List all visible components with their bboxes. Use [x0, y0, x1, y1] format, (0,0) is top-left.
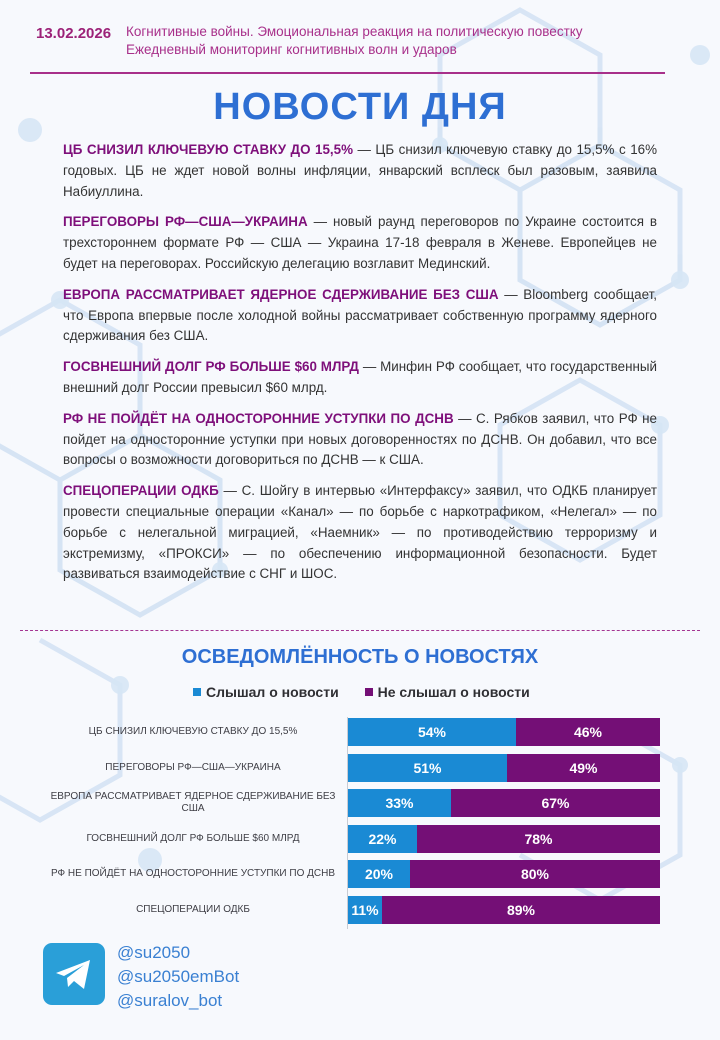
- telegram-handles: [117, 941, 239, 1013]
- bar-value-label: 78%: [524, 831, 553, 847]
- news-headline: ГОСВНЕШНИЙ ДОЛГ РФ БОЛЬШЕ $60 МЛРД: [63, 359, 359, 375]
- subtitle-line-2: Ежедневный мониторинг когнитивных волн и ударов: [126, 42, 457, 57]
- page-title: НОВОСТИ ДНЯ: [213, 86, 507, 128]
- news-text: — Минфин РФ сообщает, что государственный внешний долг России превысил $60 млрд.: [63, 359, 657, 395]
- category-label: ГОСВНЕШНИЙ ДОЛГ РФ БОЛЬШЕ $60 МЛРД: [86, 833, 300, 844]
- bar-value-label: 22%: [368, 831, 397, 847]
- bar-value-label: 49%: [569, 760, 598, 776]
- telegram-logo: [43, 943, 105, 1005]
- category-label: ЦБ СНИЗИЛ КЛЮЧЕВУЮ СТАВКУ ДО 15,5%: [88, 726, 298, 737]
- news-headline: ЦБ СНИЗИЛ КЛЮЧЕВУЮ СТАВКУ ДО 15,5%: [63, 142, 353, 157]
- bar-value-label: 20%: [364, 866, 394, 882]
- telegram-handle[interactable]: @suralov_bot: [117, 991, 223, 1010]
- category-label: РФ НЕ ПОЙДЁТ НА ОДНОСТОРОННИЕ УСТУПКИ ПО ДСНВ: [50, 868, 336, 879]
- category-label: СПЕЦОПЕРАЦИИ ОДКБ: [136, 904, 250, 915]
- news-headline: РФ НЕ ПОЙДЁТ НА ОДНОСТОРОННИЕ УСТУПКИ ПО ДСНВ: [63, 410, 454, 426]
- news-text: — С. Шойгу в интервью «Интерфаксу» заявил, что ОДКБ планирует провести специальные операции «Канал» — по борьбе с наркотрафиком, «Нелегал» — по борьбе с нелегальной миграцией, «Наемник» — по противодействию терроризму и экстремизму, «ПРОКСИ» — по обеспечению информационной безопасности. Будет развиваться взаимодействие с СНГ и ШОС.: [63, 483, 657, 582]
- bar-value-label: 11%: [351, 902, 379, 918]
- news-headline: ПЕРЕГОВОРЫ РФ—США—УКРАИНА: [63, 214, 308, 230]
- legend-label: Слышал о новости: [206, 684, 339, 700]
- chart-title: ОСВЕДОМЛЁННОСТЬ О НОВОСТЯХ: [181, 646, 539, 668]
- bar-value-label: 80%: [520, 866, 550, 882]
- news-headline: ЕВРОПА РАССМАТРИВАЕТ ЯДЕРНОЕ СДЕРЖИВАНИЕ БЕЗ США: [63, 286, 499, 302]
- report-date: 13.02.2026: [36, 25, 112, 42]
- news-headline: СПЕЦОПЕРАЦИИ ОДКБ: [63, 483, 219, 499]
- legend-label: Не слышал о новости: [377, 684, 530, 700]
- category-label: ЕВРОПА РАССМАТРИВАЕТ ЯДЕРНОЕ СДЕРЖИВАНИЕ БЕЗ США: [50, 791, 336, 814]
- paper-plane-icon: [43, 943, 105, 1005]
- bar-value-label: 67%: [541, 795, 570, 811]
- news-text: — новый раунд переговоров по Украине состоится в трехстороннем формате РФ — США — Украина 17-18 февраля в Женеве. Европейцев не будет на переговорах. Российскую делегацию возглавит Мединский.: [63, 214, 658, 271]
- bar-value-label: 33%: [385, 795, 414, 811]
- news-text: — С. Рябков заявил, что РФ не пойдет на односторонние уступки при новых договоренностях по ДСНВ. Он добавил, что все вопросы о возможности договориться по ДСНВ — к США.: [63, 410, 657, 468]
- telegram-handle[interactable]: @su2050emBot: [117, 967, 240, 986]
- news-text: — ЦБ снизил ключевую ставку до 15,5% с 16% годовых. ЦБ не ждет новой волны инфляции, январский всплеск был разовым, заявила Набиуллина.: [63, 142, 657, 199]
- bar-value-label: 54%: [417, 724, 447, 740]
- bar-value-label: 89%: [506, 902, 536, 918]
- category-label: ПЕРЕГОВОРЫ РФ—США—УКРАИНА: [105, 762, 281, 773]
- telegram-handle[interactable]: @su2050: [117, 943, 191, 962]
- news-text: — Bloomberg сообщает, что Европа впервые после холодной войны рассматривает собственную программу ядерного сдерживания без США.: [63, 286, 657, 344]
- subtitle-line-1: Когнитивные войны. Эмоциональная реакция на политическую повестку: [126, 24, 583, 39]
- bar-value-label: 46%: [573, 724, 603, 740]
- bar-value-label: 51%: [413, 760, 442, 776]
